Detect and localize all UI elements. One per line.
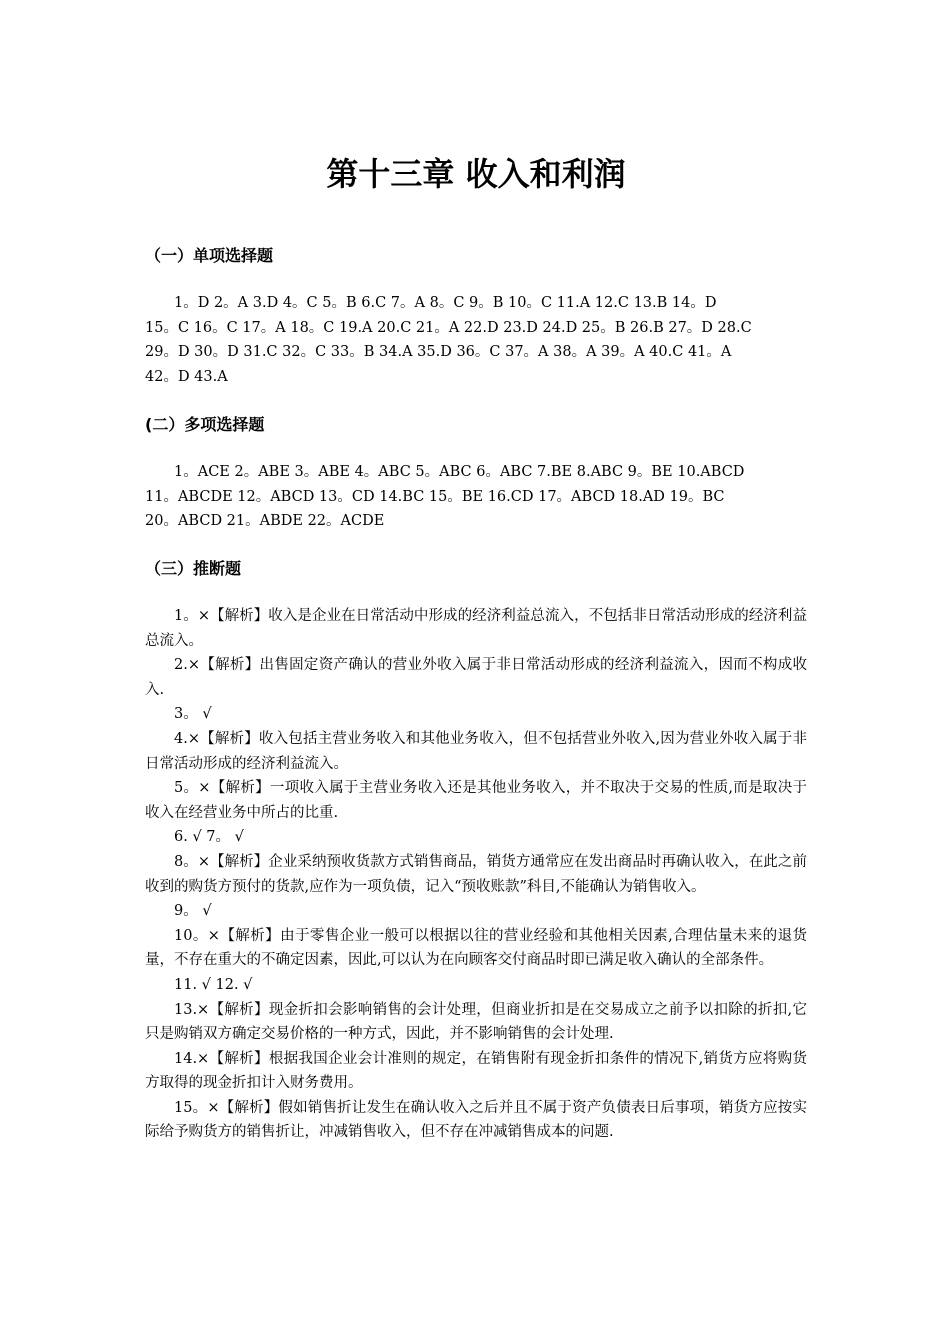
judgement-item: 5。×【解析】一项收入属于主营业务收入还是其他业务收入，并不取决于交易的性质,而是取决于收入在经营业务中所占的比重. (145, 780, 807, 821)
judgement-item: 10。×【解析】由于零售企业一般可以根据以往的营业经验和其他相关因素,合理估量未来的退货量，不存在重大的不确定因素，因此,可以认为在向顾客交付商品时即已满足收入确认的全部条件。 (145, 927, 807, 969)
judgement-item: 9。 √ (174, 903, 212, 920)
answer-line: 20。ABCD 21。ABDE 22。ACDE (145, 513, 385, 530)
judgement-item: 15。×【解析】假如销售折让发生在确认收入之后并且不属于资产负债表日后事项，销货方应按实际给予购货方的销售折让，冲减销售收入，但不存在冲减销售成本的问题. (145, 1099, 807, 1141)
judgement-item: 14.×【解析】根据我国企业会计准则的规定，在销售附有现金折扣条件的情况下,销货方应将购货方取得的现金折扣计入财务费用。 (145, 1050, 807, 1092)
judgement-item: 6. √ 7。 √ (174, 829, 244, 846)
section-heading-single-choice: （一）单项选择题 (145, 246, 274, 265)
judgement-item: 2.×【解析】出售固定资产确认的营业外收入属于非日常活动形成的经济利益流入，因而不构成收入. (145, 657, 807, 698)
section-heading-judgement: （三）推断题 (145, 559, 242, 578)
judgement-item: 8。×【解析】企业采纳预收货款方式销售商品，销货方通常应在发出商品时再确认收入，在此之前收到的购货方预付的货款,应作为一项负债，记入“预收账款”科目,不能确认为销售收入。 (145, 853, 807, 895)
judgement-item: 4.×【解析】收入包括主营业务收入和其他业务收入，但不包括营业外收入,因为营业外收入属于非日常活动形成的经济利益流入。 (145, 730, 807, 772)
page-title: 第十三章 收入和利润 (326, 155, 626, 193)
answer-line: 11。ABCDE 12。ABCD 13。CD 14.BC 15。BE 16.CD 17。ABCD 18.AD 19。BC (145, 488, 725, 505)
judgement-item: 3。 √ (174, 706, 212, 723)
answer-line: 29。D 30。D 31.C 32。C 33。B 34.A 35.D 36。C 37。A 38。A 39。A 40.C 41。A (145, 344, 732, 361)
answer-line: 15。C 16。C 17。A 18。C 19.A 20.C 21。A 22.D 23.D 24.D 25。B 26.B 27。D 28.C (145, 319, 752, 336)
judgement-item: 13.×【解析】现金折扣会影响销售的会计处理，但商业折扣是在交易成立之前予以扣除的折扣,它只是购销双方确定交易价格的一种方式，因此，并不影响销售的会计处理. (145, 1001, 807, 1043)
judgement-item: 1。×【解析】收入是企业在日常活动中形成的经济利益总流入，不包括非日常活动形成的经济利益总流入。 (145, 608, 807, 649)
judgement-answers (145, 604, 807, 1145)
answer-line: 1。D 2。A 3.D 4。C 5。B 6.C 7。A 8。C 9。B 10。C 11.A 12.C 13.B 14。D (174, 295, 717, 311)
section-heading-multiple-choice: (二）多项选择题 (145, 415, 265, 434)
judgement-item: 11. √ 12. √ (174, 976, 253, 993)
answer-line: 1。ACE 2。ABE 3。ABE 4。ABC 5。ABC 6。ABC 7.BE 8.ABC 9。BE 10.ABCD (174, 464, 745, 480)
answer-line: 42。D 43.A (145, 368, 228, 385)
single-choice-answers (145, 291, 807, 389)
multiple-choice-answers (145, 460, 807, 534)
